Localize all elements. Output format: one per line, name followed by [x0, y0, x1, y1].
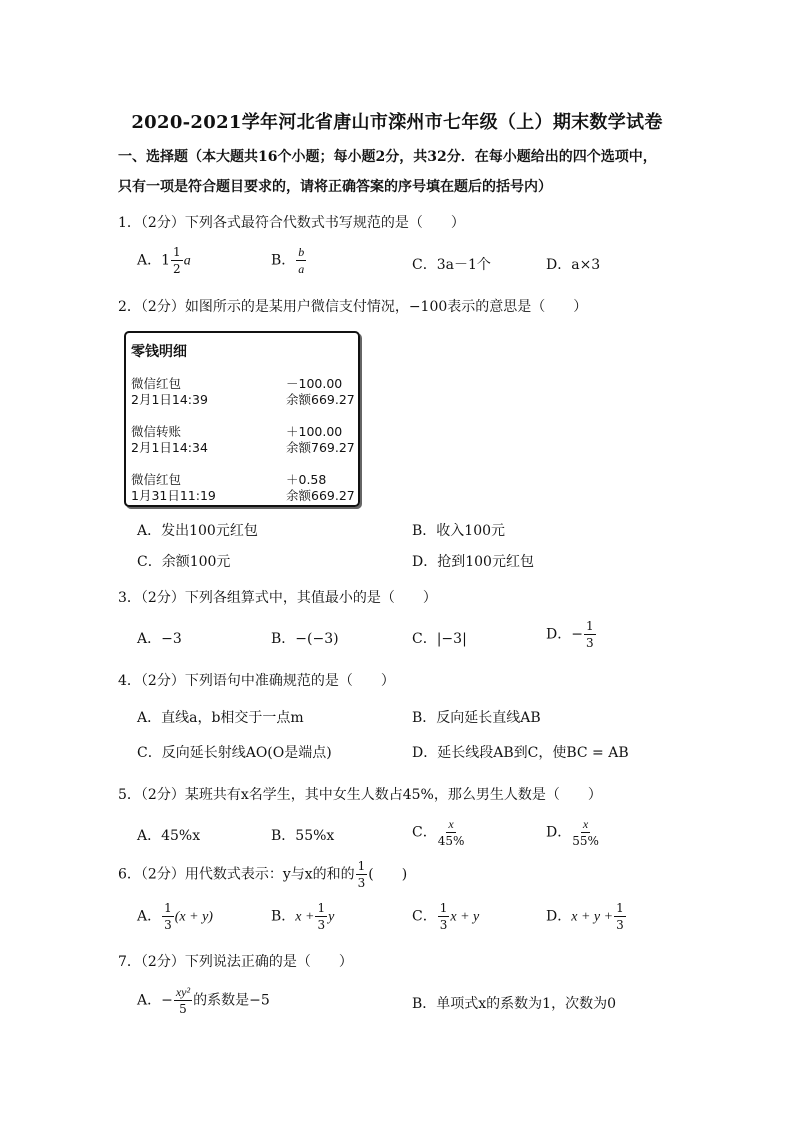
q1-option-b-label: B．: [271, 252, 296, 269]
question-5-stem: 5．（2分）某班共有x名学生，其中女生人数占45%，那么男生人数是（ ）: [118, 787, 602, 803]
question-4-stem: 4．（2分）下列语句中准确规范的是（ ）: [118, 673, 395, 689]
q2-option-d: D．抢到100元红包: [412, 554, 534, 570]
question-6-stem: [118, 860, 407, 889]
q1-option-c-text: 3a－1个: [436, 257, 491, 273]
q4-option-a: A．直线a，b相交于一点m: [137, 710, 304, 726]
q1-option-a-fraction: [171, 246, 183, 275]
q6-option-c-rest: x + y: [450, 909, 480, 925]
q3-option-c: C．|−3|: [412, 631, 467, 647]
q1-option-c-label: C．: [412, 257, 437, 273]
q1-option-b-fraction: [296, 246, 306, 275]
q3-option-d-fraction: [584, 620, 596, 649]
q3-option-d: [546, 620, 597, 649]
q6-option-a-rest: (x + y): [174, 909, 213, 925]
fraction-denominator: 3: [585, 636, 594, 650]
panel-row-3-name: 微信红包: [131, 472, 182, 487]
q1-option-a-label: A．: [137, 252, 162, 269]
fraction-denominator: 3: [317, 918, 326, 932]
q5-option-b: B．55%x: [271, 828, 335, 844]
fraction-numerator: 1: [317, 901, 326, 915]
fraction-denominator: a: [298, 262, 305, 276]
panel-row-3-time: 1月31日11:19: [131, 488, 216, 503]
q5-option-c-fraction: [438, 818, 465, 847]
fraction-denominator: 45%: [437, 834, 465, 848]
fraction-numerator: xy²: [175, 985, 191, 999]
q6-stem-text: 6．（2分）用代数式表示：y与x的和的: [118, 866, 355, 883]
question-2-stem: 2．（2分）如图所示的是某用户微信支付情况，−100表示的意思是（ ）: [118, 299, 588, 315]
q5-option-c-label: C．: [412, 824, 437, 841]
q5-option-c: [412, 818, 465, 847]
panel-title: 零钱明细: [131, 344, 187, 360]
q3-option-b: B．−(−3): [271, 631, 339, 647]
q5-option-d: [546, 818, 600, 847]
wechat-change-details-panel: [124, 331, 360, 507]
q5-option-a: A．45%x: [137, 828, 201, 844]
fraction-numerator: 1: [357, 859, 366, 873]
q6-option-a-fraction: [162, 902, 174, 931]
fraction-numerator: b: [298, 245, 305, 259]
fraction-numerator: x: [448, 817, 454, 831]
panel-row-3-amount: ＋0.58: [286, 472, 327, 487]
q4-option-d: D．延长线段AB到C，使BC = AB: [412, 745, 629, 761]
panel-row-2-balance: 余额769.27: [286, 440, 355, 455]
q3-option-d-sign: −: [571, 626, 583, 643]
question-1-stem: 1．（2分）下列各式最符合代数式书写规范的是（ ）: [118, 215, 465, 231]
q6-option-d-label: D．: [546, 908, 572, 925]
panel-row-1-time: 2月1日14:39: [131, 392, 208, 407]
q6-option-c-fraction: [438, 902, 450, 931]
q6-option-a-label: A．: [137, 908, 162, 925]
fraction-numerator: 1: [164, 901, 172, 915]
q7-option-a: [137, 986, 270, 1015]
fraction-numerator: x: [582, 817, 589, 831]
q2-option-b: B．收入100元: [412, 523, 506, 539]
section-header-line1: 一、选择题（本大题共16个小题；每小题2分，共32分．在每小题给出的四个选项中，: [118, 149, 657, 165]
q3-option-a: A．−3: [137, 631, 182, 647]
q7-option-a-rest: 的系数是−5: [193, 992, 270, 1009]
fraction-denominator: 2: [173, 262, 181, 276]
q6-option-d-pre: x + y +: [571, 909, 614, 925]
q1-option-c: [412, 254, 491, 274]
q4-option-b: B．反向延长直线AB: [412, 710, 541, 726]
panel-row-1-balance: 余额669.27: [286, 392, 355, 407]
panel-row-1-amount: －100.00: [286, 376, 343, 391]
q1-option-a-var: a: [183, 253, 191, 269]
q5-option-d-fraction: [572, 818, 599, 847]
q6-option-c-label: C．: [412, 908, 437, 925]
fraction-denominator: 3: [164, 918, 172, 932]
q7-option-a-sign: −: [161, 992, 173, 1009]
q2-option-a: A．发出100元红包: [137, 523, 258, 539]
fraction-numerator: 1: [439, 901, 448, 915]
q1-option-a-int: 1: [161, 252, 171, 269]
q6-option-b: [271, 902, 334, 931]
fraction-numerator: 1: [616, 901, 624, 915]
panel-row-1-name: 微信红包: [131, 376, 182, 391]
q7-option-a-fraction: [174, 986, 192, 1015]
panel-row-2-amount: ＋100.00: [286, 424, 343, 439]
q6-option-b-pre: x +: [295, 909, 315, 925]
question-7-stem: 7．（2分）下列说法正确的是（ ）: [118, 954, 353, 970]
fraction-denominator: 3: [357, 876, 366, 890]
q6-option-a: [137, 902, 213, 931]
fraction-numerator: 1: [585, 619, 594, 633]
q1-option-d-label: D．: [546, 257, 572, 273]
page-title: 2020-2021学年河北省唐山市滦州市七年级（上）期末数学试卷: [131, 112, 663, 133]
q2-option-c: C．余额100元: [137, 554, 231, 570]
q1-option-b: [271, 246, 307, 275]
q7-option-a-label: A．: [137, 992, 162, 1009]
panel-row-2-name: 微信转账: [131, 424, 182, 439]
question-3-stem: 3．（2分）下列各组算式中，其值最小的是（ ）: [118, 590, 437, 606]
q5-option-d-label: D．: [546, 824, 572, 841]
q1-option-a: [137, 246, 191, 275]
q6-option-b-fraction: [315, 902, 327, 931]
q6-stem-paren: ( ): [368, 866, 408, 883]
q6-stem-fraction: [356, 860, 368, 889]
section-header-line2: 只有一项是符合题目要求的，请将正确答案的序号填在题后的括号内）: [118, 179, 552, 195]
fraction-numerator: 1: [173, 245, 181, 259]
fraction-denominator: 3: [439, 918, 448, 932]
fraction-denominator: 5: [179, 1002, 187, 1016]
fraction-denominator: 3: [616, 918, 624, 932]
q7-option-b: B．单项式x的系数为1，次数为0: [412, 996, 616, 1012]
panel-row-3-balance: 余额669.27: [286, 488, 355, 503]
q6-option-d-fraction: [614, 902, 626, 931]
q6-option-b-label: B．: [271, 908, 296, 925]
q6-option-b-rest: y: [328, 909, 335, 925]
fraction-denominator: 55%: [572, 834, 599, 848]
q6-option-c: [412, 902, 479, 931]
q3-option-d-label: D．: [546, 626, 572, 643]
q6-option-d: [546, 902, 627, 931]
panel-row-2-time: 2月1日14:34: [131, 440, 208, 455]
q1-option-d: [546, 254, 600, 274]
q1-option-d-text: a×3: [571, 257, 601, 273]
q4-option-c: C．反向延长射线AO(O是端点): [137, 745, 332, 761]
